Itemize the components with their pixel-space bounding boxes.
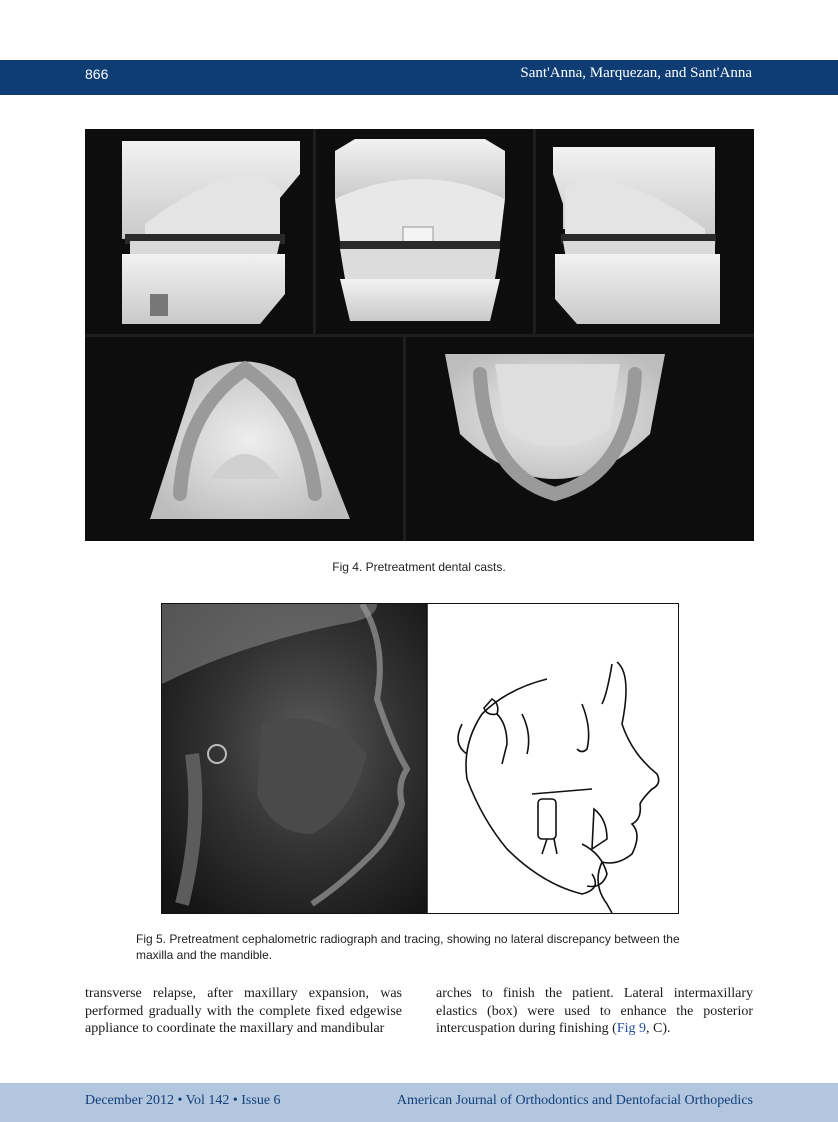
figure-9-reference-link[interactable]: Fig 9 xyxy=(616,1021,646,1036)
dental-casts-image xyxy=(85,129,754,541)
figure-5-caption: Fig 5. Pretreatment cephalometric radiograph and tracing, showing no lateral discrepancy between the maxilla and the mandible. xyxy=(136,932,680,962)
cephalometric-figure xyxy=(162,604,678,913)
cephalometric-tracing xyxy=(458,662,659,913)
issue-info: December 2012 • Vol 142 • Issue 6 xyxy=(85,1093,281,1108)
page-number: 866 xyxy=(85,66,109,82)
figure-4-dental-casts-photo xyxy=(85,129,754,541)
right-column-tail: , C). xyxy=(646,1021,671,1036)
right-column-text: arches to finish the patient. Lateral intermaxillary elastics (box) were used to enhance the posterior intercuspation during finishing ( xyxy=(436,986,753,1036)
figure-5 xyxy=(161,603,679,914)
cephalometric-radiograph xyxy=(162,604,427,913)
left-lateral-cast xyxy=(122,141,300,324)
body-text-left-column: transverse relapse, after maxillary expansion, was performed gradually with the complete fixed edgewise appliance to coordinate the maxillary and mandibular xyxy=(85,986,402,1036)
running-header xyxy=(0,60,838,95)
body-text-right-column xyxy=(436,985,753,1038)
running-authors: Sant'Anna, Marquezan, and Sant'Anna xyxy=(520,65,752,81)
journal-name: American Journal of Orthodontics and Dentofacial Orthopedics xyxy=(396,1093,753,1108)
right-lateral-cast xyxy=(553,147,720,324)
figure-4-caption: Fig 4. Pretreatment dental casts. xyxy=(332,560,506,574)
frontal-cast xyxy=(335,139,505,321)
running-footer xyxy=(0,1083,838,1122)
